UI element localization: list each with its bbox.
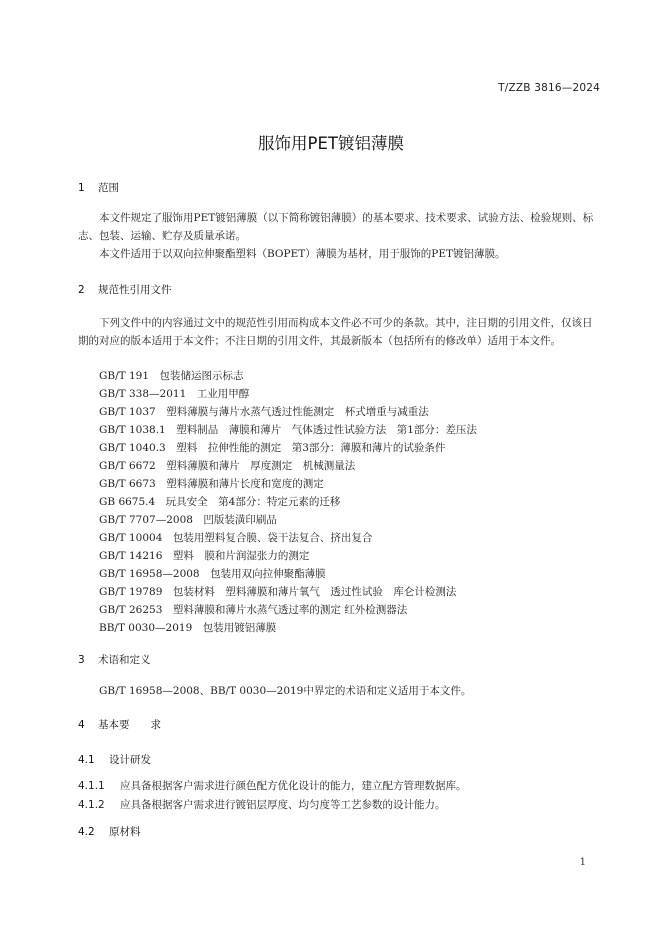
reference-item: GB/T 338—2011 工业用甲醇 xyxy=(99,388,250,400)
reference-item: GB/T 1040.3 塑料 拉伸性能的测定 第3部分：薄膜和薄片的试验条件 xyxy=(99,442,446,454)
section-4-1-heading xyxy=(78,752,151,767)
document-code: T/ZZB 3816—2024 xyxy=(498,82,600,94)
clause-4-1-1 xyxy=(78,778,467,793)
section-1-heading xyxy=(78,180,119,195)
page-number: 1 xyxy=(579,857,586,868)
section-title: 设计研发 xyxy=(109,754,151,766)
reference-item: GB/T 1038.1 塑料制品 薄膜和薄片 气体透过性试验方法 第1部分：差压法 xyxy=(99,424,477,436)
scope-paragraph-1: 本文件规定了服饰用PET镀铝薄膜（以下简称镀铝薄膜）的基本要求、技术要求、试验方法、检验规则、标志、包装、运输、贮存及质量承诺。 xyxy=(78,212,594,242)
reference-item: GB/T 16958—2008 包装用双向拉伸聚酯薄膜 xyxy=(99,568,326,580)
scope-paragraph-2: 本文件适用于以双向拉伸聚酯塑料（BOPET）薄膜为基材，用于服饰的PET镀铝薄膜。 xyxy=(99,248,506,260)
reference-item: GB/T 14216 塑料 膜和片润湿张力的测定 xyxy=(99,550,310,562)
reference-item: GB/T 191 包装储运图示标志 xyxy=(99,370,244,382)
section-number: 4.1 xyxy=(78,754,95,766)
reference-item: GB/T 26253 塑料薄膜和薄片水蒸气透过率的测定 红外检测器法 xyxy=(99,604,408,616)
reference-item: BB/T 0030—2019 包装用镀铝薄膜 xyxy=(99,622,277,634)
section-title: 范围 xyxy=(98,182,119,194)
section-number: 2 xyxy=(78,284,85,296)
clause-text: 应具备根据客户需求进行镀铝层厚度、均匀度等工艺参数的设计能力。 xyxy=(120,799,446,811)
reference-item: GB 6675.4 玩具安全 第4部分：特定元素的迁移 xyxy=(99,496,341,508)
clause-4-1-2 xyxy=(78,797,446,812)
terms-paragraph: GB/T 16958—2008、BB/T 0030—2019中界定的术语和定义适用于本文件。 xyxy=(99,685,472,697)
reference-item: GB/T 19789 包装材料 塑料薄膜和薄片氧气 透过性试验 库仑计检测法 xyxy=(99,586,457,598)
clause-text: 应具备根据客户需求进行颜色配方优化设计的能力，建立配方管理数据库。 xyxy=(120,780,467,792)
section-title: 规范性引用文件 xyxy=(98,284,172,296)
section-number: 4 xyxy=(78,719,85,731)
section-title: 术语和定义 xyxy=(98,654,151,666)
clause-number: 4.1.2 xyxy=(78,799,105,811)
reference-item: GB/T 1037 塑料薄膜与薄片水蒸气透过性能测定 杯式增重与减重法 xyxy=(99,406,429,418)
section-3-heading xyxy=(78,652,151,667)
normative-intro: 下列文件中的内容通过文中的规范性引用而构成本文件必不可少的条款。其中，注日期的引用文件，仅该日期的对应的版本适用于本文件；不注日期的引用文件，其最新版本（包括所有的修改单）适用于本文件。 xyxy=(78,317,593,347)
section-number: 3 xyxy=(78,654,85,666)
reference-item: GB/T 6672 塑料薄膜和薄片 厚度测定 机械测量法 xyxy=(99,460,356,472)
section-title: 基本要 求 xyxy=(98,719,161,731)
section-2-heading xyxy=(78,282,172,297)
section-title: 原材料 xyxy=(109,826,141,838)
section-4-heading xyxy=(78,717,161,732)
section-number: 1 xyxy=(78,182,85,194)
clause-number: 4.1.1 xyxy=(78,780,105,792)
reference-item: GB/T 7707—2008 凹版装潢印刷品 xyxy=(99,514,277,526)
section-number: 4.2 xyxy=(78,826,95,838)
reference-item: GB/T 6673 塑料薄膜和薄片长度和宽度的测定 xyxy=(99,478,324,490)
document-title: 服饰用PET镀铝薄膜 xyxy=(258,134,404,153)
section-4-2-heading xyxy=(78,824,141,839)
reference-item: GB/T 10004 包装用塑料复合膜、袋干法复合、挤出复合 xyxy=(99,532,373,544)
